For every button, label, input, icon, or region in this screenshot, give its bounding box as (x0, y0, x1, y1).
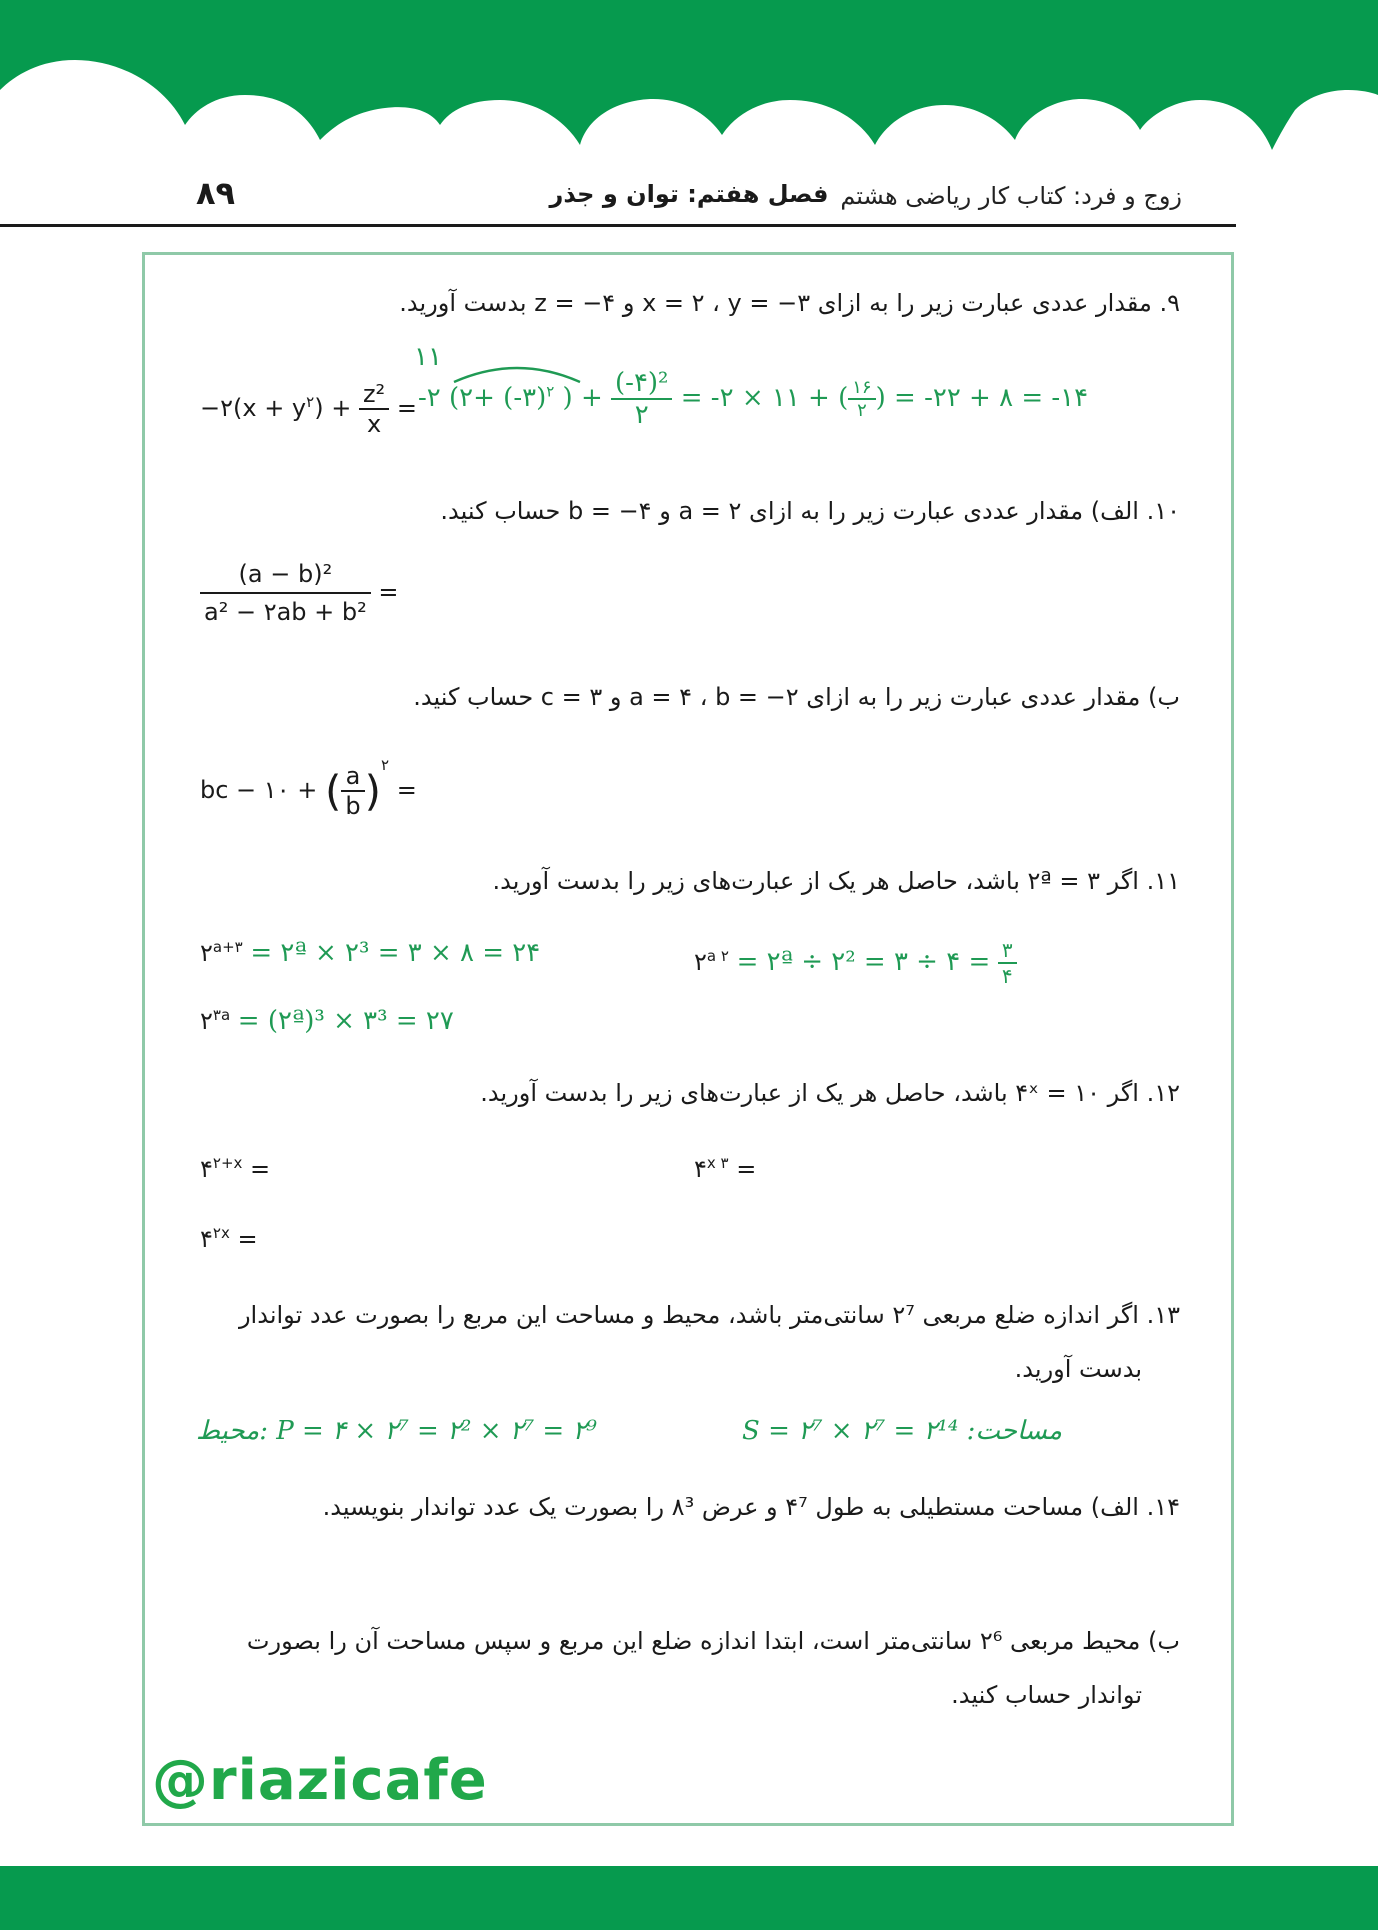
q12-item-2 (694, 1154, 756, 1183)
q11-item2-exp: a ۲ (706, 947, 729, 965)
q11-item2-hw-fraction (998, 938, 1017, 988)
q9-hw-part2: = -۲ × ۱۱ + ( (680, 383, 849, 413)
q9-hw-part1-sup: ۲ (546, 382, 555, 401)
page-header (0, 160, 1378, 230)
q10b-expr-left: bc − ۱۰ + (200, 776, 318, 804)
q11-item2-base: ۲ (694, 948, 707, 976)
q9-handwritten-over: ۱۱ (414, 342, 442, 372)
q11-item3-exp: ۳a (212, 1006, 231, 1024)
q10b-paren-close: ) (364, 766, 381, 816)
question-14b-line2: تواندار حساب کنید. (951, 1681, 1142, 1709)
q9-frac-den: x (366, 410, 382, 438)
chapter-title: فصل هفتم: توان و جذر (549, 180, 829, 208)
q9-fraction (359, 380, 389, 438)
q9-frac-num: z² (359, 380, 389, 410)
question-14b-line1: ب) محیط مربعی ۲⁶ سانتی‌متر است، ابتدا اندازه ضلع این مربع و سپس مساحت آن را بصورت (246, 1627, 1180, 1655)
question-10a-prompt: ۱۰. الف) مقدار عددی عبارت زیر را به ازای a = ۲ و b = −۴ حساب کنید. (440, 497, 1180, 525)
q12-item3-base: ۴ (200, 1225, 213, 1253)
q9-hw-small-num: ۱۶ (848, 377, 875, 400)
question-9-expression (200, 380, 417, 438)
question-13-line2: بدست آورید. (1014, 1355, 1142, 1383)
q9-hw-part1-end: ) + (562, 383, 603, 413)
header-divider (0, 224, 1236, 227)
q9-expr-square: ۲ (306, 393, 315, 411)
q11-item1-base: ۲ (200, 939, 213, 967)
q11-item-1 (200, 938, 540, 968)
q11-item-2 (694, 938, 1017, 988)
q12-item-1 (200, 1154, 270, 1183)
q13-hw-area: مساحت: S = ۲⁷ × ۲⁷ = ۲¹⁴ (742, 1416, 1063, 1446)
question-13-line1: ۱۳. اگر اندازه ضلع مربعی ۲⁷ سانتی‌متر باشد، محیط و مساحت این مربع را بصورت عدد تواندار (238, 1301, 1180, 1329)
q10a-frac-den: a² − ۲ab + b² (204, 598, 367, 626)
q10a-frac-num: (a − b)² (200, 560, 371, 594)
q9-hw-part1: -۲ (۲+ (-۳) (418, 383, 547, 413)
q10b-equals: = (396, 776, 417, 804)
q10a-fraction (200, 560, 371, 626)
q9-hw-frac-den: ۲ (634, 400, 649, 430)
q13-hw-perimeter: محیط: P = ۴ × ۲⁷ = ۲² × ۲⁷ = ۲⁹ (196, 1416, 597, 1446)
bottom-band (0, 1866, 1378, 1930)
brand-handle: @riazicafe (152, 1748, 488, 1813)
question-12-prompt: ۱۲. اگر ۴ˣ = ۱۰ باشد، حاصل هر یک از عبارت‌های زیر را بدست آورید. (480, 1079, 1180, 1107)
page-number: ۸۹ (196, 174, 236, 212)
q9-hw-small-fraction (848, 377, 875, 421)
q10b-paren-open: ( (324, 766, 342, 816)
q9-hw-frac-num: (-۴)² (611, 368, 672, 400)
q10b-frac-den: b (345, 792, 361, 820)
q10b-frac-num: a (341, 762, 364, 792)
q12-item1-base: ۴ (200, 1155, 213, 1183)
q12-item2-base: ۴ (694, 1155, 707, 1183)
q11-item-3 (200, 1006, 454, 1036)
q9-hw-fraction (611, 368, 672, 430)
q9-hw-small-den: ۲ (857, 400, 867, 421)
q12-item2-exp: x ۳ (706, 1154, 729, 1172)
q12-item1-exp: ۲+x (212, 1154, 243, 1172)
q9-expr-left: −۲(x + y (200, 394, 307, 422)
question-11-prompt: ۱۱. اگر ۲ª = ۳ باشد، حاصل هر یک از عبارت‌های زیر را بدست آورید. (492, 867, 1180, 895)
q11-item2-hw: = ۲ª ÷ ۲² = ۳ ÷ ۴ = (736, 947, 991, 977)
q9-handwritten-solution (418, 368, 1088, 430)
q11-item2-hw-den: ۴ (1001, 964, 1013, 988)
q12-item2-equals: = (736, 1155, 757, 1183)
q10b-square: ۲ (380, 756, 390, 774)
question-9-prompt: ۹. مقدار عددی عبارت زیر را به ازای x = ۲ ، y = −۳ و z = −۴ بدست آورید. (399, 289, 1180, 317)
q11-item1-hw: = ۲ª × ۲³ = ۳ × ۸ = ۲۴ (250, 938, 541, 968)
q9-hw-part3: ) = -۲۲ + ۸ = -۱۴ (875, 383, 1089, 413)
question-10b-expression (200, 756, 417, 820)
q10a-equals: = (378, 578, 399, 606)
q11-item1-exp: a+۳ (212, 938, 243, 956)
q12-item3-equals: = (237, 1225, 258, 1253)
question-10b-prompt: ب) مقدار عددی عبارت زیر را به ازای a = ۴ ، b = −۲ و c = ۳ حساب کنید. (413, 683, 1180, 711)
q11-item3-base: ۲ (200, 1007, 213, 1035)
cloud-band (0, 0, 1378, 170)
q11-item2-hw-num: ۳ (998, 938, 1017, 964)
q11-item3-hw: = (۲ª)³ × ۳³ = ۲۷ (237, 1006, 454, 1036)
question-10a-expression (200, 560, 399, 626)
question-14a-prompt: ۱۴. الف) مساحت مستطیلی به طول ۴⁷ و عرض ۸³ را بصورت یک عدد تواندار بنویسید. (322, 1493, 1180, 1521)
q12-item1-equals: = (250, 1155, 271, 1183)
q9-expr-mid: ) + (314, 394, 352, 422)
q12-item3-exp: ۲x (212, 1224, 230, 1242)
q12-item-3 (200, 1224, 258, 1253)
q9-equals: = (396, 394, 417, 422)
q10b-fraction (341, 762, 364, 820)
book-title: زوج و فرد: کتاب کار ریاضی هشتم (840, 182, 1182, 210)
